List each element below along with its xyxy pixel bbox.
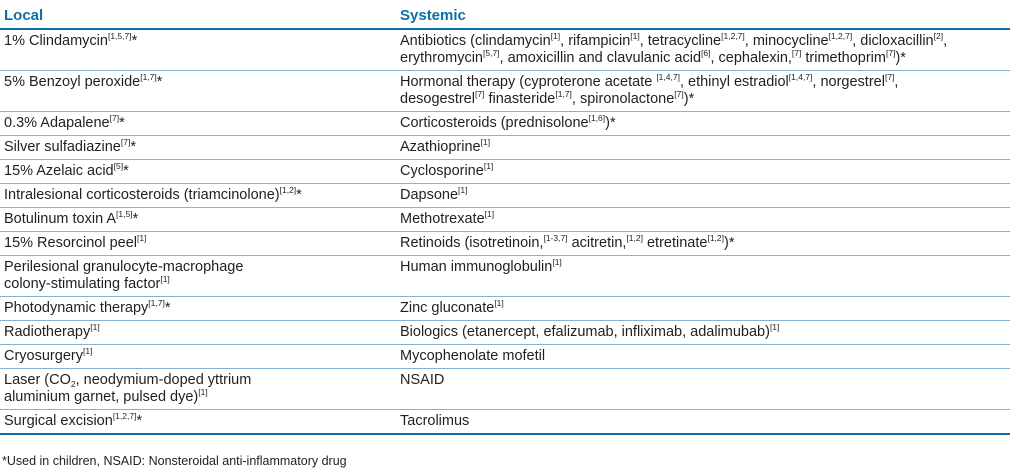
subscript: 2	[70, 379, 76, 389]
table-row	[0, 297, 1010, 321]
reference-superscript: [1,4,7]	[788, 72, 813, 82]
reference-superscript: [1,2,7]	[828, 31, 853, 41]
reference-superscript: [1,2]	[626, 233, 643, 243]
reference-superscript: [1]	[769, 322, 780, 332]
reference-superscript: [1]	[160, 274, 170, 284]
reference-superscript: [5,7]	[483, 48, 500, 58]
reference-superscript: [7]	[109, 113, 120, 123]
reference-superscript: [7]	[884, 72, 895, 82]
reference-superscript: [7]	[674, 89, 684, 99]
local-cell: Silver sulfadiazine[7]*	[0, 136, 396, 160]
table-row	[0, 71, 1010, 112]
reference-superscript: [1,6]	[588, 113, 606, 123]
reference-superscript: [7]	[120, 137, 131, 147]
reference-superscript: [1]	[198, 387, 208, 397]
reference-superscript: [1]	[458, 185, 468, 195]
local-cell: 15% Azelaic acid[5]*	[0, 160, 396, 184]
local-cell: Photodynamic therapy[1,7]*	[0, 297, 396, 321]
reference-superscript: [5]	[113, 161, 124, 171]
local-cell: Intralesional corticosteroids (triamcinolone)[1,2]*	[0, 184, 396, 208]
reference-superscript: [2]	[933, 31, 944, 41]
systemic-cell: Azathioprine[1]	[396, 136, 1010, 160]
table-row	[0, 321, 1010, 345]
reference-superscript: [1]	[90, 322, 100, 332]
table-row	[0, 410, 1010, 435]
systemic-cell: Mycophenolate mofetil	[396, 345, 1010, 369]
reference-superscript: [1]	[483, 161, 494, 171]
reference-superscript: [1-3,7]	[543, 233, 568, 243]
systemic-cell: NSAID	[396, 369, 1010, 410]
systemic-cell: Hormonal therapy (cyproterone acetate [1,4,7], ethinyl estradiol[1,4,7], norgestrel[7], desogestrel[7] finasteride[1,7], spironolactone[7])*	[396, 71, 1010, 112]
table-row	[0, 256, 1010, 297]
reference-superscript: [1]	[82, 346, 93, 356]
table-body	[0, 29, 1010, 434]
reference-superscript: [1]	[550, 31, 561, 41]
table-row	[0, 232, 1010, 256]
table-footnote: *Used in children, NSAID: Nonsteroidal anti-inflammatory drug	[2, 454, 347, 468]
table-row	[0, 160, 1010, 184]
treatment-table	[0, 4, 1010, 435]
local-cell: Laser ($CO_2$, neodymium-doped yttrium aluminium garnet, pulsed dye)[1]	[0, 369, 396, 410]
systemic-cell: Dapsone[1]	[396, 184, 1010, 208]
table-row	[0, 112, 1010, 136]
local-cell: Surgical excision[1,2,7]*	[0, 410, 396, 435]
local-cell: 15% Resorcinol peel[1]	[0, 232, 396, 256]
header-row	[0, 4, 1010, 29]
reference-superscript: [1,7]	[148, 298, 165, 308]
reference-superscript: [1,2,7]	[112, 411, 137, 421]
table-row	[0, 136, 1010, 160]
table-row	[0, 345, 1010, 369]
reference-superscript: [1,2]	[707, 233, 725, 243]
systemic-cell: Antibiotics (clindamycin[1], rifampicin[1], tetracycline[1,2,7], minocycline[1,2,7], dicloxacillin[2], erythromycin[5,7], amoxicillin and clavulanic acid[6], cephalexin,[7] trimethoprim[7])*	[396, 29, 1010, 71]
reference-superscript: [7]	[474, 89, 485, 99]
header-local: Local	[0, 4, 396, 29]
reference-superscript: [1]	[480, 137, 491, 147]
local-cell: Cryosurgery[1]	[0, 345, 396, 369]
reference-superscript: [1,7]	[140, 72, 157, 82]
reference-superscript: [1]	[630, 31, 640, 41]
systemic-cell: Methotrexate[1]	[396, 208, 1010, 232]
systemic-cell: Corticosteroids (prednisolone[1,6])*	[396, 112, 1010, 136]
reference-superscript: [7]	[791, 48, 802, 58]
reference-superscript: [1,5,7]	[107, 31, 132, 41]
reference-superscript: [1,4,7]	[656, 72, 680, 82]
reference-superscript: [1,2,7]	[721, 31, 745, 41]
reference-superscript: [1]	[484, 209, 495, 219]
table-row	[0, 184, 1010, 208]
table-row	[0, 208, 1010, 232]
reference-superscript: [1]	[552, 257, 562, 267]
systemic-cell: Tacrolimus	[396, 410, 1010, 435]
systemic-cell: Retinoids (isotretinoin,[1-3,7] acitretin,[1,2] etretinate[1,2])*	[396, 232, 1010, 256]
reference-superscript: [1]	[494, 298, 504, 308]
local-cell: Radiotherapy[1]	[0, 321, 396, 345]
local-cell: 0.3% Adapalene[7]*	[0, 112, 396, 136]
table-row	[0, 29, 1010, 71]
local-cell: Botulinum toxin A[1,5]*	[0, 208, 396, 232]
reference-superscript: [1,5]	[116, 209, 133, 219]
systemic-cell: Zinc gluconate[1]	[396, 297, 1010, 321]
reference-superscript: [1,7]	[555, 89, 572, 99]
reference-superscript: [6]	[701, 48, 711, 58]
table-row	[0, 369, 1010, 410]
systemic-cell: Human immunoglobulin[1]	[396, 256, 1010, 297]
local-cell: Perilesional granulocyte-macrophage colony-stimulating factor[1]	[0, 256, 396, 297]
local-cell: 5% Benzoyl peroxide[1,7]*	[0, 71, 396, 112]
reference-superscript: [1,2]	[279, 185, 297, 195]
systemic-cell: Cyclosporine[1]	[396, 160, 1010, 184]
reference-superscript: [1]	[137, 233, 147, 243]
header-systemic: Systemic	[396, 4, 1010, 29]
reference-superscript: [7]	[885, 48, 896, 58]
local-cell: 1% Clindamycin[1,5,7]*	[0, 29, 396, 71]
systemic-cell: Biologics (etanercept, efalizumab, infliximab, adalimubab)[1]	[396, 321, 1010, 345]
